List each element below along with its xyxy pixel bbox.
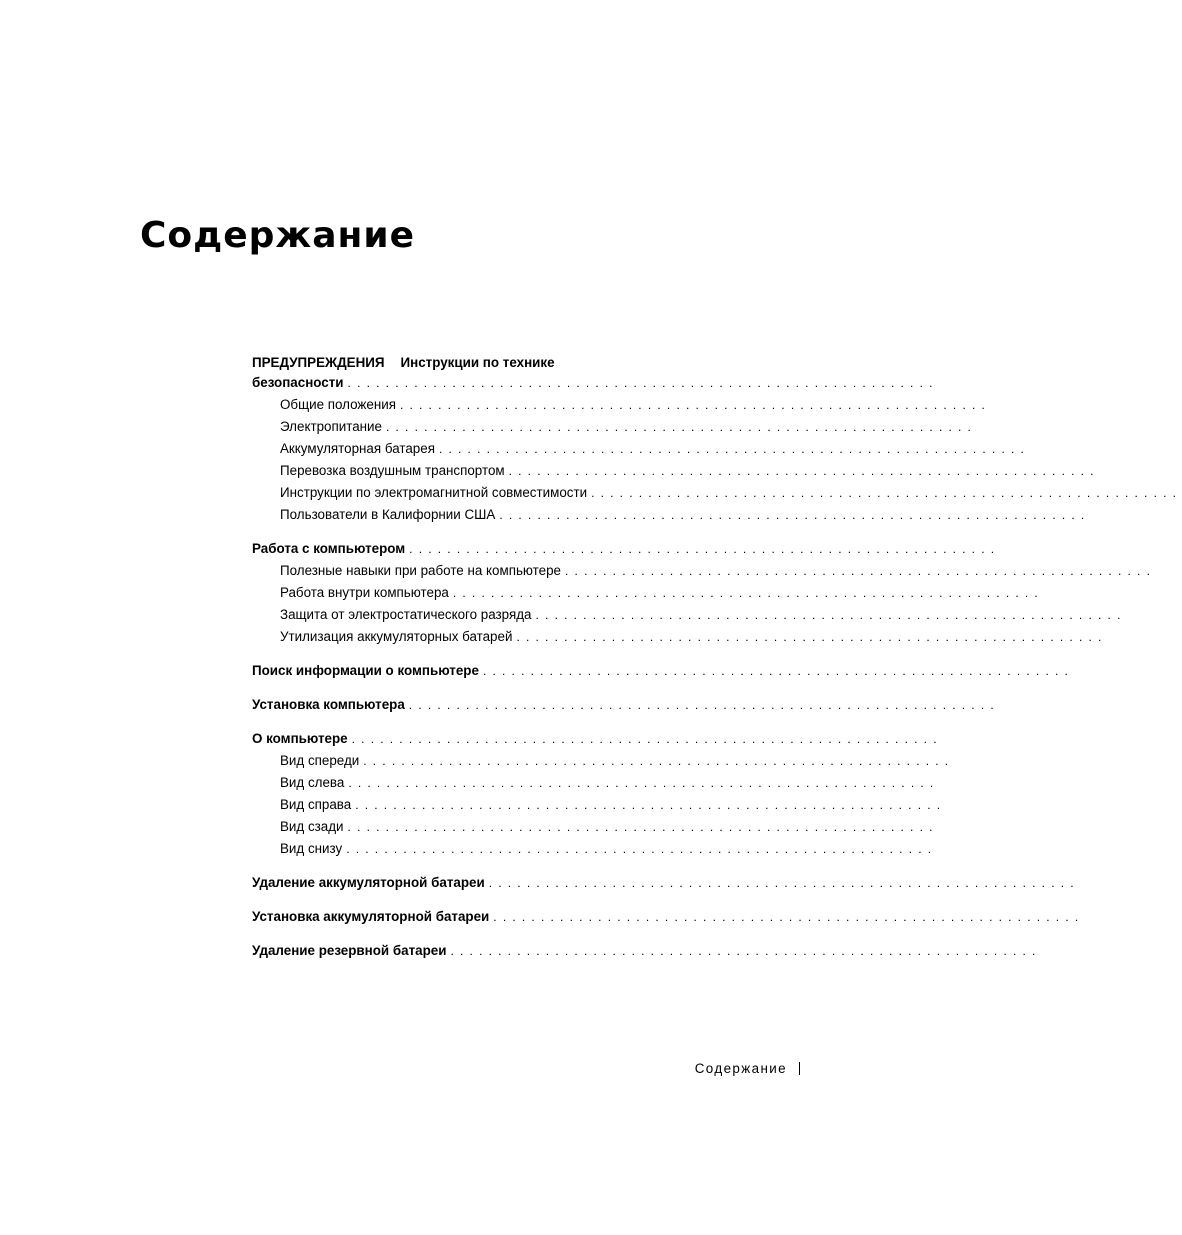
toc-group-install-battery [252, 906, 1085, 928]
toc-entry-label: Вид справа [280, 797, 352, 812]
toc-entry-label: Работа внутри компьютера [280, 585, 449, 600]
toc-entry-battery-disposal[interactable] [252, 626, 1108, 648]
dot-leader: .............................................................. [516, 630, 1108, 644]
toc-entry-label: Удаление резервной батареи [252, 943, 447, 958]
toc-entry-label: Установка компьютера [252, 697, 405, 712]
toc-entry-label: Вид сзади [280, 819, 344, 834]
toc-entry-label: Пользователи в Калифорнии США [280, 507, 496, 522]
toc-entry-work-heading[interactable] [252, 538, 1001, 560]
dot-leader: .............................................................. [363, 754, 955, 768]
toc-entry-tag: ПРЕДУПРЕЖДЕНИЯ [252, 355, 385, 370]
toc-entry-safety-heading[interactable] [252, 354, 648, 372]
dot-leader: .............................................................. [385, 420, 978, 434]
toc-group-find-info [252, 660, 1075, 682]
toc-entry-label: Вид спереди [280, 753, 360, 768]
toc-group-safety [252, 354, 1182, 526]
toc-entry-right-view[interactable] [252, 794, 947, 816]
toc-entry-remove-backup-battery[interactable] [252, 940, 1042, 962]
dot-leader: .............................................................. [351, 732, 943, 746]
toc-entry-front-view[interactable] [252, 750, 955, 772]
dot-leader: .............................................................. [452, 586, 1044, 600]
dot-leader: .............................................................. [488, 876, 1080, 890]
toc-entry-find-info[interactable] [252, 660, 1075, 682]
page-footer [695, 1061, 800, 1076]
toc-entry-esd[interactable] [252, 604, 1127, 626]
toc-entry-label: Утилизация аккумуляторных батарей [280, 629, 513, 644]
dot-leader: .............................................................. [535, 608, 1127, 622]
toc-entry-california[interactable] [252, 504, 1091, 526]
toc-entry-setup[interactable] [252, 694, 1000, 716]
toc-entry-label: Вид слева [280, 775, 345, 790]
footer-divider [799, 1062, 800, 1075]
toc-entry-bottom-view[interactable] [252, 838, 938, 860]
dot-leader: .............................................................. [346, 842, 938, 856]
dot-leader: .............................................................. [482, 664, 1075, 678]
toc-entry-about-heading[interactable] [252, 728, 943, 750]
toc-entry-label: Электропитание [280, 419, 382, 434]
toc-group-remove-backup-battery [252, 940, 1042, 962]
dot-leader: .............................................................. [347, 376, 939, 390]
toc-entry-install-battery[interactable] [252, 906, 1085, 928]
toc-entry-battery[interactable] [252, 438, 1031, 460]
dot-leader: .............................................................. [508, 464, 1100, 478]
toc-entry-label: Работа с компьютером [252, 541, 406, 556]
toc-entry-label: Инструкции по электромагнитной совместимости [280, 485, 588, 500]
dot-leader: .............................................................. [493, 910, 1085, 924]
toc-entry-inside-computer[interactable] [252, 582, 1044, 604]
toc-entry-label: безопасности [252, 375, 344, 390]
toc-entry-emc[interactable] [252, 482, 1182, 504]
toc-entry-label: Инструкции по технике [400, 355, 555, 370]
toc-group-setup [252, 694, 1000, 716]
toc-entry-useful-skills[interactable] [252, 560, 1157, 582]
dot-leader: .............................................................. [409, 542, 1001, 556]
dot-leader: .............................................................. [450, 944, 1042, 958]
toc-entry-label: Перевозка воздушным транспортом [280, 463, 505, 478]
toc-entry-back-view[interactable] [252, 816, 939, 838]
toc-entry-left-view[interactable] [252, 772, 940, 794]
page-title: Содержание [140, 215, 416, 256]
dot-leader: .............................................................. [347, 820, 939, 834]
toc-entry-label: Установка аккумуляторной батареи [252, 909, 490, 924]
toc-group-remove-battery [252, 872, 1080, 894]
dot-leader: .............................................................. [591, 486, 1182, 500]
toc-entry-label: Вид снизу [280, 841, 343, 856]
dot-leader: .............................................................. [348, 776, 940, 790]
dot-leader: .............................................................. [399, 398, 992, 412]
toc-entry-safety-heading-cont[interactable] [252, 372, 939, 394]
toc-entry-label: Защита от электростатического разряда [280, 607, 532, 622]
toc-entry-power[interactable] [252, 416, 978, 438]
dot-leader: .............................................................. [499, 508, 1091, 522]
dot-leader: .............................................................. [438, 442, 1031, 456]
dot-leader: .............................................................. [565, 564, 1157, 578]
toc-entry-remove-battery[interactable] [252, 872, 1080, 894]
toc-entry-air-travel[interactable] [252, 460, 1100, 482]
table-of-contents [252, 354, 1182, 974]
dot-leader: .............................................................. [355, 798, 947, 812]
footer-label: Содержание [694, 1061, 787, 1076]
toc-entry-label: Поиск информации о компьютере [252, 663, 479, 678]
toc-entry-label: Общие положения [280, 397, 396, 412]
toc-entry-label: Удаление аккумуляторной батареи [252, 875, 485, 890]
toc-entry-general[interactable] [252, 394, 992, 416]
toc-entry-label: Аккумуляторная батарея [280, 441, 435, 456]
dot-leader: .............................................................. [408, 698, 1000, 712]
toc-entry-label: Полезные навыки при работе на компьютере [280, 563, 561, 578]
toc-group-work [252, 538, 1157, 648]
toc-group-about [252, 728, 955, 860]
toc-entry-label: О компьютере [252, 731, 348, 746]
